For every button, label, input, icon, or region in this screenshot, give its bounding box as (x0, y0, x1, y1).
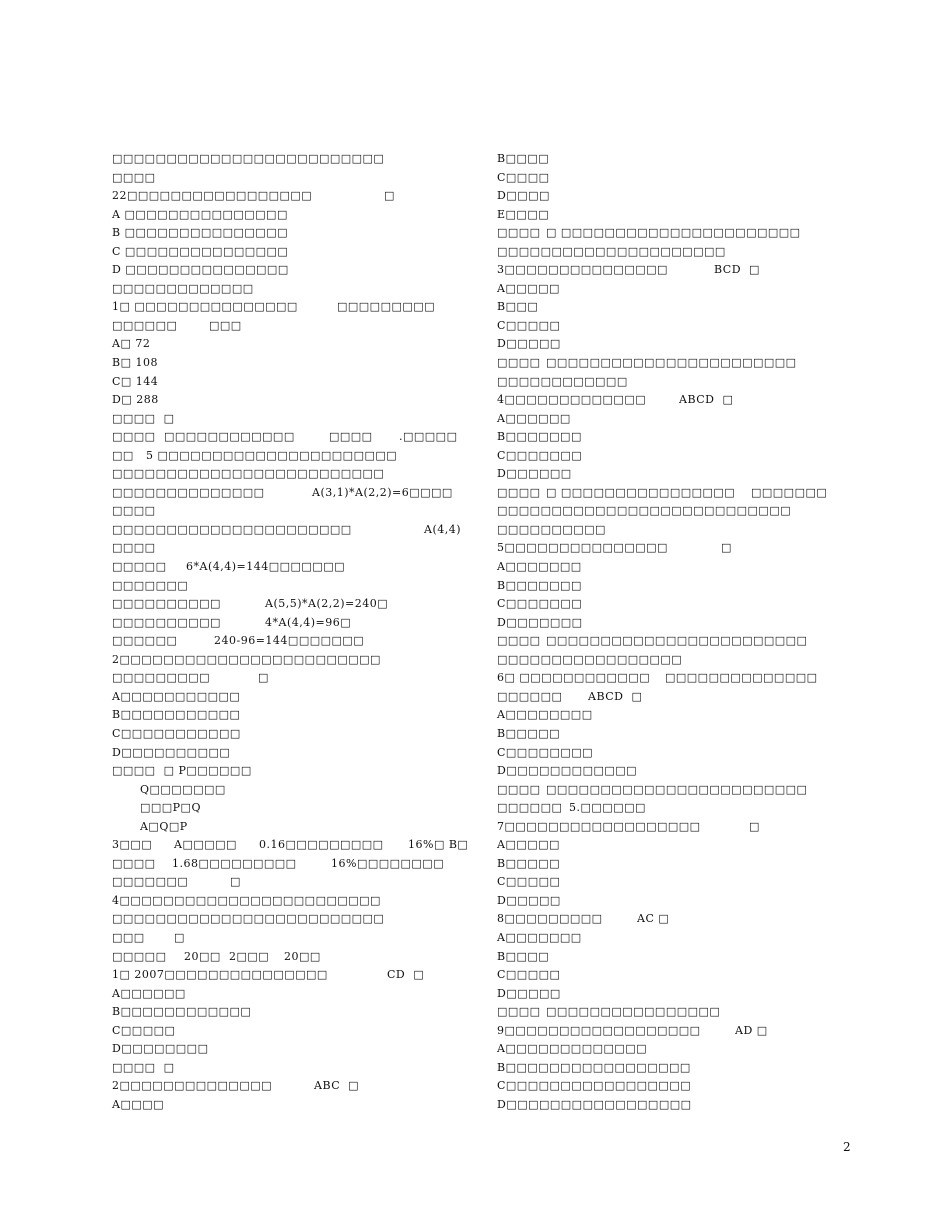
text-line (497, 651, 857, 670)
text-segment: A□□□□□□□ (497, 930, 582, 944)
text-line (497, 558, 857, 577)
text-segment: B□□□□□□□□□□□□□□□□□ (497, 1060, 691, 1074)
text-line (112, 855, 472, 874)
text-line (112, 818, 472, 837)
text-segment: D□□□□□□□□ (112, 1042, 209, 1056)
text-segment: □□□□□□□□□□□□ (497, 374, 628, 388)
text-line (112, 206, 472, 225)
text-segment: A□ 72 (112, 337, 151, 351)
text-segment: Q□□□□□□□ (112, 782, 226, 796)
text-line (497, 985, 857, 1004)
text-segment: □□□□□□□□□□□□□□□□□□□□□□□□ (546, 782, 808, 796)
text-line (112, 428, 472, 447)
text-segment: AC □ (637, 912, 670, 926)
text-line (112, 187, 472, 206)
text-segment: .□□□□□ (399, 430, 458, 444)
text-line (112, 521, 472, 540)
text-segment: □□□□ (497, 226, 541, 240)
text-segment: □ (174, 930, 185, 944)
text-line (112, 669, 472, 688)
text-segment: 2□□□□□□□□□□□□□□ (112, 1079, 273, 1093)
text-line (112, 762, 472, 781)
text-line (112, 706, 472, 725)
text-segment: A(4,4) (424, 522, 462, 536)
text-segment: □□□□□□□□□□□□ (164, 430, 295, 444)
text-line (497, 243, 857, 262)
text-segment: ABC □ (314, 1079, 360, 1093)
text-line (112, 373, 472, 392)
text-segment: D□□□□□□ (497, 467, 572, 481)
text-line (497, 873, 857, 892)
text-line (497, 280, 857, 299)
text-line (497, 632, 857, 651)
text-segment: 3□□□ (112, 838, 153, 852)
text-line (497, 521, 857, 540)
text-segment: □□□□ (112, 430, 156, 444)
text-line (497, 298, 857, 317)
text-line (112, 391, 472, 410)
text-line (497, 929, 857, 948)
text-segment: □□□□ (112, 504, 156, 518)
text-segment: B□□□□□□□□□□□ (112, 708, 241, 722)
page-number: 2 (843, 1140, 851, 1154)
text-segment: □ (384, 189, 395, 203)
text-segment: 1□ □□□□□□□□□□□□□□□ (112, 300, 298, 314)
text-segment: BCD □ (714, 263, 760, 277)
text-segment: □□□□□□□ (112, 578, 189, 592)
text-line (112, 836, 472, 855)
text-segment: A□□□□□□□□□□□ (112, 689, 241, 703)
text-segment: D□□□□□□□□□□ (112, 745, 231, 759)
text-line (112, 929, 472, 948)
text-segment: 9□□□□□□□□□□□□□□□□□□ (497, 1023, 701, 1037)
text-segment: □ □□□□□□□□□□□□□□□□ (546, 485, 736, 499)
text-segment: □□□□□□□□□□□□□□□□□□□□□ (497, 244, 726, 258)
text-segment: D□□□□ (497, 189, 550, 203)
text-line (112, 1096, 472, 1115)
text-segment: 20□□ (284, 949, 321, 963)
text-segment: □□□□□□□□□□ (112, 615, 221, 629)
text-segment: □□□□□□□□□□□□□□□□□□□□□□□ (546, 356, 797, 370)
text-segment: □□□□□□□□□□□□□□□□□□□□□□□□□ (112, 912, 385, 926)
text-line (497, 187, 857, 206)
text-line (497, 150, 857, 169)
text-segment: D □□□□□□□□□□□□□□□ (112, 263, 289, 277)
text-segment: A(3,1)*A(2,2)=6□□□□ (312, 485, 453, 499)
text-segment: □□□□ (112, 541, 156, 555)
text-line (497, 1022, 857, 1041)
text-line (497, 688, 857, 707)
text-segment: □□□□□□□□□□□□□□ (112, 485, 265, 499)
text-line (112, 539, 472, 558)
text-segment: 7□□□□□□□□□□□□□□□□□□ (497, 819, 701, 833)
text-line (112, 651, 472, 670)
text-line (497, 762, 857, 781)
text-line (112, 948, 472, 967)
text-line (112, 169, 472, 188)
text-segment: 240-96=144□□□□□□□ (214, 634, 365, 648)
text-segment: □□□□□□□□□□□□□□□□□□□□□□□□□□□ (497, 504, 792, 518)
text-line (112, 410, 472, 429)
text-segment: □□□□□□□□□□□□□□□□□ (497, 652, 683, 666)
text-line (112, 725, 472, 744)
text-line (497, 1003, 857, 1022)
text-line (112, 224, 472, 243)
text-line (112, 1059, 472, 1078)
text-line (497, 410, 857, 429)
text-segment: A□□□□□□□□□□□□□ (497, 1042, 648, 1056)
text-line (497, 948, 857, 967)
text-segment: ABCD □ (588, 689, 643, 703)
text-segment: A□□□□ (112, 1097, 165, 1111)
text-segment: CD □ (387, 968, 425, 982)
text-segment: □□□ (209, 318, 242, 332)
text-segment: □□□□ (497, 782, 541, 796)
text-segment: □□□□□□□□□□□□□□□□□□□□□□□□□ (112, 152, 385, 165)
text-segment: □□□□□□□ (751, 485, 828, 499)
text-segment: □ (721, 541, 732, 555)
text-segment: E□□□□ (497, 207, 550, 221)
text-segment: □□□□□□□□□□□□□ (112, 281, 254, 295)
text-segment: A□□□□□ (174, 838, 237, 852)
text-segment: 16%□□□□□□□□ (331, 856, 445, 870)
text-segment: C□□□□□ (112, 1023, 176, 1037)
text-line (497, 799, 857, 818)
text-line (497, 892, 857, 911)
text-segment: 5.□□□□□□ (569, 801, 646, 815)
text-line (497, 706, 857, 725)
text-segment: 1□ 2007□□□□□□□□□□□□□□□ (112, 968, 328, 982)
text-segment: A□□□□□□□ (497, 560, 582, 574)
text-segment: A□□□□□□ (112, 986, 186, 1000)
text-segment: B□ 108 (112, 356, 158, 370)
text-segment: D□□□□□ (497, 337, 561, 351)
text-segment: A(5,5)*A(2,2)=240□ (265, 597, 389, 611)
text-segment: A□Q□P (112, 819, 188, 833)
text-segment: ABCD □ (679, 393, 734, 407)
text-line (112, 966, 472, 985)
text-segment: C□□□□□ (497, 318, 561, 332)
text-line (112, 447, 472, 466)
text-segment: AD □ (735, 1023, 768, 1037)
text-segment: □□□□□□ (112, 318, 178, 332)
text-segment: □□□□□□ (497, 801, 563, 815)
text-segment: □□□□ □ (112, 411, 175, 425)
text-line (112, 688, 472, 707)
text-line (497, 855, 857, 874)
right-column (497, 150, 857, 1114)
text-line (497, 391, 857, 410)
text-segment: C□□□□ (497, 170, 550, 184)
text-segment: B□□□ (497, 300, 539, 314)
text-segment: □ □□□□□□□□□□□□□□□□□□□□□□ (546, 226, 801, 240)
text-segment: D□□□□□□□ (497, 615, 583, 629)
text-line (112, 1022, 472, 1041)
text-segment: C□□□□□□□ (497, 448, 583, 462)
text-segment: □□□□□□□□□ (112, 671, 211, 685)
text-segment: A□□□□□ (497, 838, 560, 852)
text-segment: □□□P□Q (112, 801, 201, 815)
text-segment: 22□□□□□□□□□□□□□□□□□ (112, 189, 313, 203)
text-segment: □□□□ □ P□□□□□□ (112, 764, 252, 778)
text-line (112, 335, 472, 354)
text-segment: A □□□□□□□□□□□□□□□ (112, 207, 288, 221)
text-line (497, 669, 857, 688)
text-segment: □□□□ □ (112, 1060, 175, 1074)
text-segment: B□□□□ (497, 152, 550, 165)
text-segment: B□□□□ (497, 949, 550, 963)
text-segment: □□□□□□□ (112, 875, 189, 889)
text-segment: A□□□□□ (497, 281, 560, 295)
text-line (112, 873, 472, 892)
text-segment: □□□□□□□□□□ (112, 597, 221, 611)
text-segment: 16%□ B□ (408, 838, 469, 852)
text-line (112, 1003, 472, 1022)
text-line (497, 966, 857, 985)
text-line (112, 985, 472, 1004)
text-segment: C □□□□□□□□□□□□□□□ (112, 244, 289, 258)
text-line (497, 836, 857, 855)
text-segment: B□□□□□ (497, 726, 561, 740)
text-segment: □□□□□□□□□□□□□□ (665, 671, 818, 685)
text-line (112, 354, 472, 373)
text-segment: □□□□□□□□□□□□□□□□□□□□□□ (112, 522, 352, 536)
text-line (497, 354, 857, 373)
text-line (112, 744, 472, 763)
text-segment: 20□□ (184, 949, 221, 963)
text-segment: 8□□□□□□□□□ (497, 912, 603, 926)
text-segment: □□□□□□□□□□□□□□□□□□□□□□□□ (546, 634, 808, 648)
text-segment: D□□□□□□□□□□□□ (497, 764, 638, 778)
text-segment: □□□□ (112, 856, 156, 870)
text-line (497, 484, 857, 503)
text-line (112, 614, 472, 633)
text-segment: □ (258, 671, 269, 685)
text-line (112, 781, 472, 800)
text-segment: □□□□□□□□□□□□□□□□ (546, 1005, 721, 1019)
text-segment: □ (230, 875, 241, 889)
text-line (112, 243, 472, 262)
text-segment: 4*A(4,4)=96□ (265, 615, 352, 629)
text-line (112, 558, 472, 577)
text-line (112, 502, 472, 521)
text-segment: □□□□ (329, 430, 373, 444)
text-segment: 2□□□□□□□□□□□□□□□□□□□□□□□□ (112, 652, 381, 666)
text-segment: C□□□□□□□ (497, 597, 583, 611)
text-segment: 6□ □□□□□□□□□□□□ (497, 671, 651, 685)
text-segment: □□□□ (497, 356, 541, 370)
text-segment: □□□□□□ (112, 634, 178, 648)
text-line (112, 577, 472, 596)
text-line (112, 910, 472, 929)
text-segment: C□□□□□□□□ (497, 745, 594, 759)
text-line (497, 744, 857, 763)
text-segment: B□□□□□□□ (497, 430, 582, 444)
text-segment: 5□□□□□□□□□□□□□□□ (497, 541, 668, 555)
text-line (497, 206, 857, 225)
text-segment: 4□□□□□□□□□□□□□ (497, 393, 647, 407)
text-line (497, 1059, 857, 1078)
text-segment: A□□□□□□□□ (497, 708, 593, 722)
text-line (112, 892, 472, 911)
text-segment: D□ 288 (112, 393, 159, 407)
text-line (497, 502, 857, 521)
text-segment: □□□□□□ (497, 689, 563, 703)
text-segment: C□□□□□□□□□□□ (112, 726, 241, 740)
text-line (497, 910, 857, 929)
text-segment: D□□□□□□□□□□□□□□□□□ (497, 1097, 692, 1111)
text-segment: □□ (112, 448, 134, 462)
text-line (112, 484, 472, 503)
text-segment: B□□□□□ (497, 856, 561, 870)
text-line (112, 465, 472, 484)
text-segment: 5 □□□□□□□□□□□□□□□□□□□□□□ (146, 448, 398, 462)
text-segment: C□□□□□ (497, 968, 561, 982)
text-line (112, 150, 472, 169)
text-segment: B□□□□□□□□□□□□ (112, 1005, 252, 1019)
text-segment: □□□□□ (112, 949, 167, 963)
text-line (497, 614, 857, 633)
text-line (497, 261, 857, 280)
text-line (112, 1077, 472, 1096)
text-segment: B□□□□□□□ (497, 578, 582, 592)
text-segment: 6*A(4,4)=144□□□□□□□ (186, 560, 345, 574)
text-line (112, 595, 472, 614)
text-segment: D□□□□□ (497, 893, 561, 907)
text-segment: D□□□□□ (497, 986, 561, 1000)
text-line (112, 799, 472, 818)
text-segment: C□ 144 (112, 374, 159, 388)
text-segment: □□□□ (497, 1005, 541, 1019)
text-line (112, 1040, 472, 1059)
text-line (497, 428, 857, 447)
text-line (497, 447, 857, 466)
text-segment: C□□□□□ (497, 875, 561, 889)
text-line (497, 465, 857, 484)
text-line (497, 169, 857, 188)
text-segment: 2□□□ (229, 949, 270, 963)
text-segment: 3□□□□□□□□□□□□□□□ (497, 263, 668, 277)
left-column (112, 150, 472, 1114)
text-segment: □□□□□□□□□□□□□□□□□□□□□□□□□ (112, 467, 385, 481)
text-line (497, 725, 857, 744)
text-segment: C□□□□□□□□□□□□□□□□□ (497, 1079, 692, 1093)
text-segment: □□□□ (497, 485, 541, 499)
text-line (112, 261, 472, 280)
text-segment: □□□ (112, 930, 145, 944)
text-segment: B □□□□□□□□□□□□□□□ (112, 226, 288, 240)
text-line (497, 373, 857, 392)
text-line (112, 280, 472, 299)
text-line (497, 577, 857, 596)
text-line (497, 781, 857, 800)
text-segment: 0.16□□□□□□□□□ (259, 838, 384, 852)
text-segment: A□□□□□□ (497, 411, 571, 425)
text-segment: 4□□□□□□□□□□□□□□□□□□□□□□□□ (112, 893, 381, 907)
text-line (497, 1096, 857, 1115)
text-segment: □ (749, 819, 760, 833)
text-segment: □□□□□□□□□□ (497, 522, 606, 536)
text-line (497, 1077, 857, 1096)
text-line (497, 224, 857, 243)
text-line (497, 818, 857, 837)
text-segment: □□□□□ (112, 560, 167, 574)
text-line (497, 317, 857, 336)
text-line (497, 335, 857, 354)
text-line (112, 298, 472, 317)
text-segment: □□□□□□□□□ (337, 300, 436, 314)
text-segment: □□□□ (112, 170, 156, 184)
text-segment: □□□□ (497, 634, 541, 648)
text-line (112, 317, 472, 336)
text-line (112, 632, 472, 651)
text-line (497, 1040, 857, 1059)
text-line (497, 595, 857, 614)
text-line (497, 539, 857, 558)
text-segment: 1.68□□□□□□□□□ (172, 856, 297, 870)
